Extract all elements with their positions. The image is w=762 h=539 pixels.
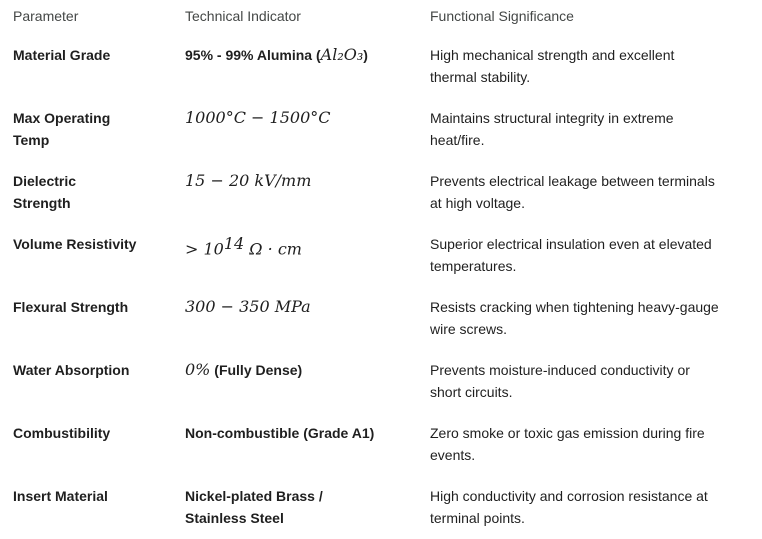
- significance-cell: [430, 296, 762, 340]
- indicator-suffix: (Fully Dense): [210, 362, 303, 378]
- parameter-cell: Combustibility: [13, 425, 111, 441]
- significance-cell: [430, 359, 762, 403]
- significance-line: High conductivity and corrosion resistance at: [430, 488, 708, 504]
- parameter-line: Dielectric: [13, 173, 77, 189]
- significance-line: Zero smoke or toxic gas emission during fire: [430, 425, 705, 441]
- significance-line: Resists cracking when tightening heavy-gauge: [430, 299, 719, 315]
- significance-line: heat/fire.: [430, 132, 485, 148]
- parameter-cell: Insert Material: [13, 488, 108, 504]
- significance-line: Superior electrical insulation even at elevated: [430, 236, 712, 252]
- indicator-formula: 300 − 350 MPa: [185, 297, 311, 316]
- indicator-line: Stainless Steel: [185, 510, 284, 526]
- indicator-suffix: ): [363, 47, 368, 63]
- indicator-cell: [185, 359, 420, 381]
- parameter-cell: [13, 170, 163, 214]
- significance-line: thermal stability.: [430, 69, 531, 85]
- significance-line: events.: [430, 447, 476, 463]
- significance-line: short circuits.: [430, 384, 513, 400]
- parameter-line: Strength: [13, 195, 71, 211]
- significance-line: Prevents electrical leakage between terminals: [430, 173, 715, 189]
- parameter-cell: [13, 107, 163, 151]
- indicator-cell: [185, 296, 420, 318]
- parameter-cell: Flexural Strength: [13, 299, 129, 315]
- indicator-formula-unit: Ω · cm: [244, 239, 302, 259]
- parameter-cell: Volume Resistivity: [13, 236, 137, 252]
- indicator-cell: [185, 233, 420, 261]
- indicator-line: Nickel-plated Brass /: [185, 488, 323, 504]
- significance-line: at high voltage.: [430, 195, 525, 211]
- parameter-line: Max Operating: [13, 110, 111, 126]
- indicator-cell: Non-combustible (Grade A1): [185, 425, 375, 441]
- parameter-cell: Water Absorption: [13, 362, 130, 378]
- header-parameter: Parameter: [13, 8, 79, 24]
- indicator-cell: [185, 170, 420, 192]
- indicator-formula: 0%: [185, 360, 211, 379]
- significance-line: Prevents moisture-induced conductivity or: [430, 362, 690, 378]
- header-significance: Functional Significance: [430, 8, 574, 24]
- indicator-text: 95% - 99% Alumina (: [185, 47, 321, 63]
- indicator-formula-base: > 10: [185, 239, 224, 259]
- parameter-line: Temp: [13, 132, 50, 148]
- significance-line: terminal points.: [430, 510, 525, 526]
- significance-cell: [430, 107, 762, 151]
- indicator-cell: [185, 485, 420, 529]
- significance-line: wire screws.: [430, 321, 508, 337]
- indicator-cell: [185, 44, 420, 66]
- significance-cell: [430, 170, 762, 214]
- significance-cell: [430, 485, 762, 529]
- significance-line: High mechanical strength and excellent: [430, 47, 675, 63]
- significance-line: Maintains structural integrity in extreme: [430, 110, 674, 126]
- indicator-formula: Al₂O₃: [320, 45, 364, 64]
- significance-cell: [430, 422, 762, 466]
- significance-cell: [430, 233, 762, 277]
- significance-line: temperatures.: [430, 258, 517, 274]
- significance-cell: [430, 44, 762, 88]
- indicator-cell: [185, 107, 420, 129]
- header-indicator: Technical Indicator: [185, 8, 301, 24]
- indicator-formula: 1000°C − 1500°C: [185, 108, 331, 127]
- indicator-formula-exponent: 14: [223, 234, 245, 253]
- indicator-formula: 15 − 20 kV/mm: [185, 171, 312, 190]
- parameter-cell: Material Grade: [13, 47, 111, 63]
